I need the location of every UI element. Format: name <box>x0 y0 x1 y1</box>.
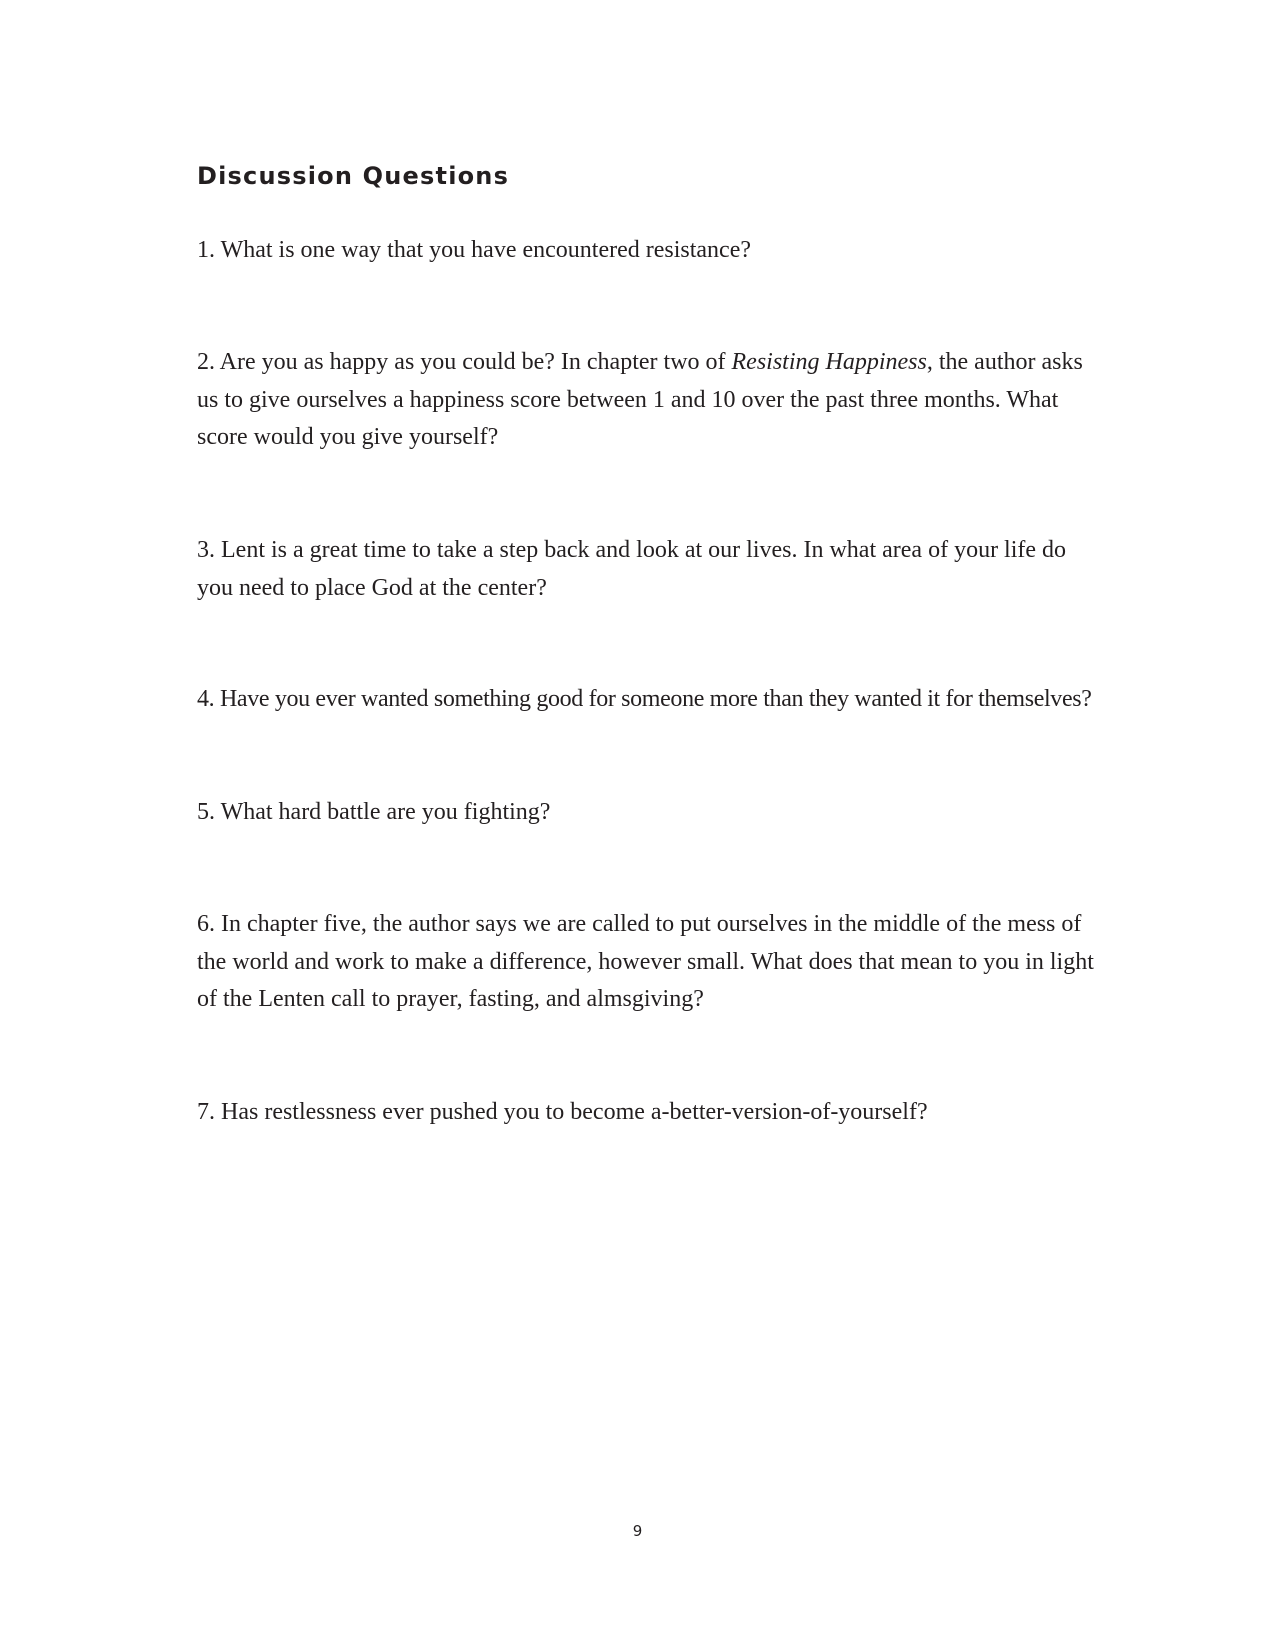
question-1: 1. What is one way that you have encountered resistance? <box>197 237 752 263</box>
section-heading: Discussion Questions <box>197 162 510 190</box>
question-2-intro: 2. Are you as happy as you could be? In chapter two of <box>197 349 732 375</box>
question-7: 7. Has restlessness ever pushed you to become a-better-version-of-yourself? <box>197 1099 928 1125</box>
page-number: 9 <box>632 1522 643 1540</box>
book-title: Resisting Happiness <box>731 349 927 375</box>
question-5: 5. What hard battle are you fighting? <box>197 799 551 825</box>
question-3: 3. Lent is a great time to take a step back and look at our lives. In what area of your life do you need to place God at the center? <box>197 537 1067 601</box>
question-4: 4. Have you ever wanted something good for someone more than they wanted it for themselves? <box>197 686 1092 712</box>
question-6: 6. In chapter five, the author says we are called to put ourselves in the middle of the mess of the world and work to make a difference, however small. What does that mean to you in light of the Lenten call to prayer, fasting, and almsgiving? <box>197 911 1094 1012</box>
question-2-rest: , the author asks us to give ourselves a happiness score between 1 and 10 over the past three months. What score would you give yourself? <box>197 349 1083 450</box>
question-2 <box>197 344 1097 457</box>
